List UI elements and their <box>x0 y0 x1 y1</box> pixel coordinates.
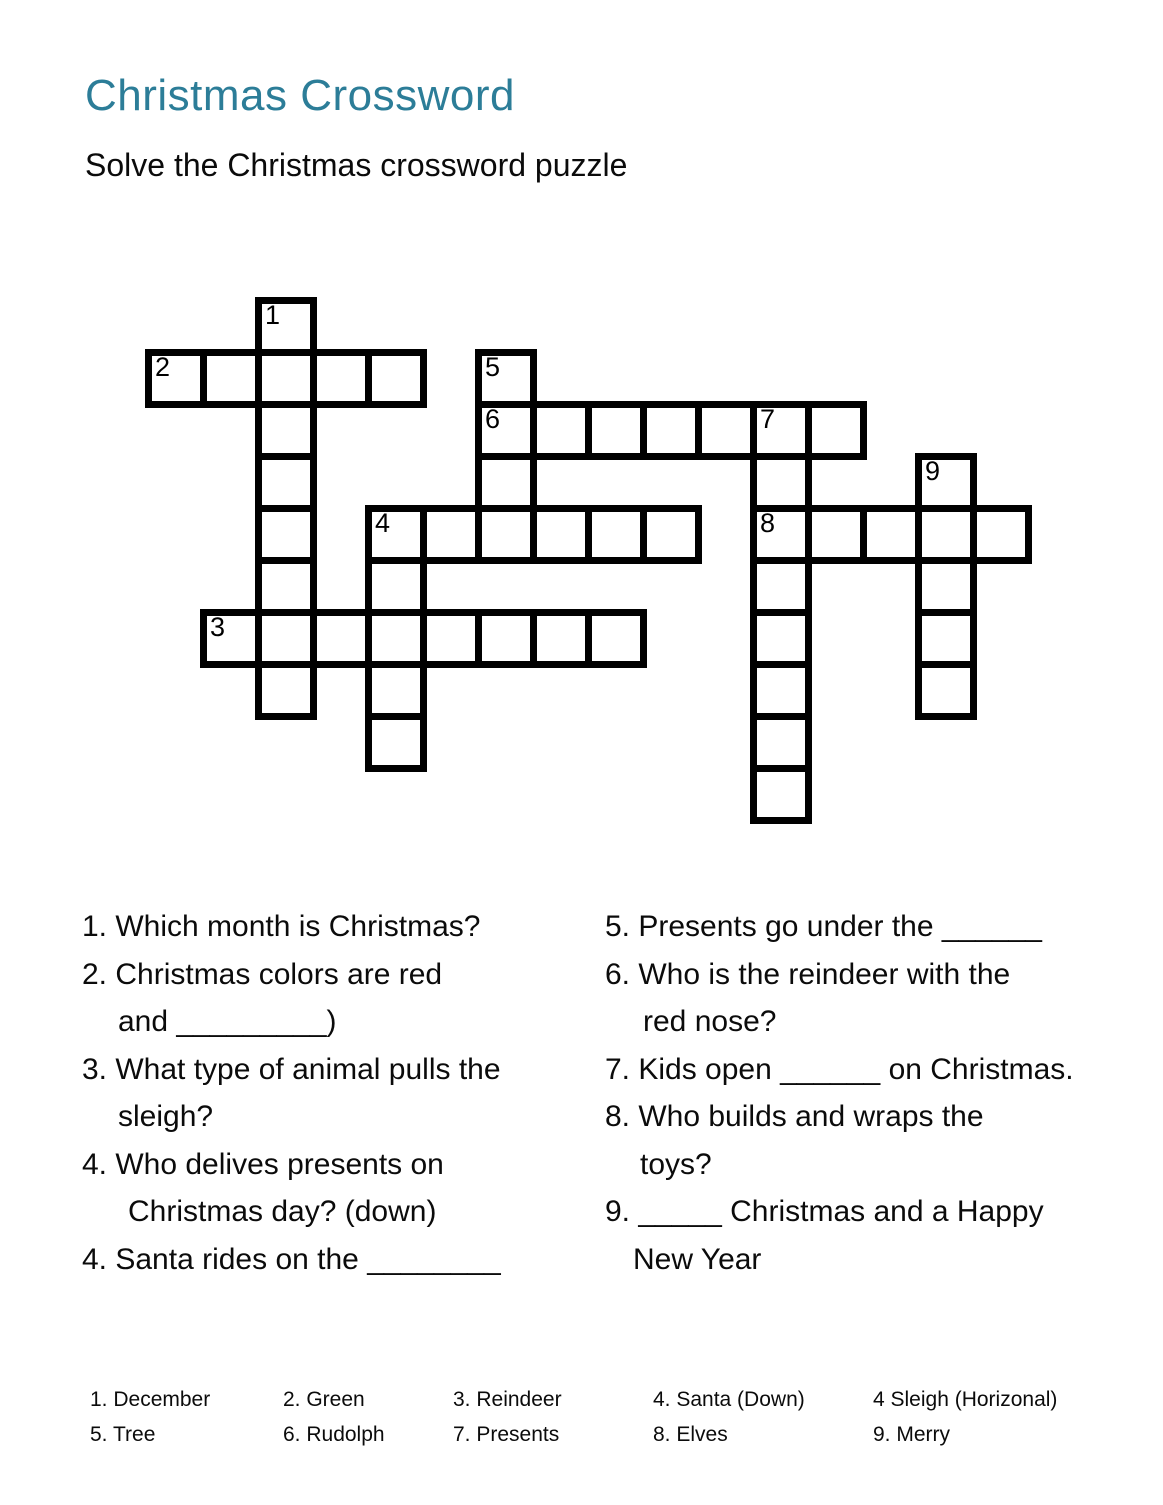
grid-cell[interactable] <box>365 557 427 616</box>
grid-cell[interactable] <box>255 401 317 460</box>
clue-line-right: red nose? <box>643 1005 777 1038</box>
grid-cell[interactable] <box>805 505 867 564</box>
grid-cell[interactable] <box>640 505 702 564</box>
answer-item: 4 Sleigh (Horizonal) <box>873 1388 1058 1411</box>
clue-line-right: 9. _____ Christmas and a Happy <box>605 1195 1044 1228</box>
answer-item: 1. December <box>90 1388 211 1411</box>
grid-cell[interactable] <box>475 609 537 668</box>
clue-number-6: 6 <box>485 404 501 434</box>
grid-cell[interactable] <box>310 609 372 668</box>
clue-number-5: 5 <box>485 352 501 382</box>
clue-number-8: 8 <box>760 508 776 538</box>
clue-line-left: and _________) <box>118 1005 337 1038</box>
page-title: Christmas Crossword <box>85 71 516 120</box>
grid-cell[interactable] <box>750 713 812 772</box>
answer-item: 2. Green <box>283 1388 365 1411</box>
clue-number-3: 3 <box>210 612 226 642</box>
grid-cell[interactable] <box>255 349 317 408</box>
answer-item: 9. Merry <box>873 1423 951 1446</box>
grid-cell[interactable] <box>475 505 537 564</box>
grid-cell[interactable] <box>860 505 922 564</box>
answer-item: 3. Reindeer <box>453 1388 562 1411</box>
clue-line-left: 3. What type of animal pulls the <box>82 1052 501 1086</box>
grid-cell[interactable] <box>915 557 977 616</box>
grid-cell[interactable] <box>255 609 317 668</box>
grid-cell[interactable] <box>915 609 977 668</box>
clue-line-left: sleigh? <box>118 1100 214 1133</box>
answer-item: 7. Presents <box>453 1423 560 1446</box>
clue-number-4: 4 <box>375 508 391 538</box>
clue-line-right: 6. Who is the reindeer with the <box>605 957 1011 991</box>
grid-cell[interactable] <box>695 401 757 460</box>
clue-line-right: 7. Kids open ______ on Christmas. <box>605 1052 1074 1086</box>
clue-number-9: 9 <box>925 456 941 486</box>
clue-line-left: 1. Which month is Christmas? <box>82 910 481 943</box>
grid-cell[interactable] <box>420 505 482 564</box>
answer-item: 6. Rudolph <box>283 1423 385 1446</box>
grid-cell[interactable] <box>255 661 317 720</box>
grid-cell[interactable] <box>365 349 427 408</box>
grid-cell[interactable] <box>750 609 812 668</box>
grid-cell[interactable] <box>255 453 317 512</box>
grid-cell[interactable] <box>750 661 812 720</box>
clue-line-left: 2. Christmas colors are red <box>82 957 443 991</box>
page-subtitle: Solve the Christmas crossword puzzle <box>85 147 628 183</box>
clue-number-1: 1 <box>265 300 281 330</box>
grid-cell[interactable] <box>200 349 262 408</box>
grid-cell[interactable] <box>585 401 647 460</box>
clue-number-7: 7 <box>760 404 776 434</box>
grid-cell[interactable] <box>585 609 647 668</box>
clue-line-right: New Year <box>633 1242 762 1276</box>
grid-cell[interactable] <box>310 349 372 408</box>
grid-cell[interactable] <box>530 505 592 564</box>
grid-cell[interactable] <box>530 609 592 668</box>
grid-cell[interactable] <box>475 453 537 512</box>
grid-cell[interactable] <box>255 557 317 616</box>
grid-cell[interactable] <box>530 401 592 460</box>
answer-item: 4. Santa (Down) <box>653 1388 805 1411</box>
grid-cell[interactable] <box>915 505 977 564</box>
grid-cell[interactable] <box>750 453 812 512</box>
grid-cell[interactable] <box>585 505 647 564</box>
clue-line-left: 4. Who delives presents on <box>82 1147 444 1181</box>
grid-cell[interactable] <box>365 661 427 720</box>
grid-cell[interactable] <box>805 401 867 460</box>
clue-line-right: 8. Who builds and wraps the <box>605 1100 984 1133</box>
grid-cell[interactable] <box>750 765 812 824</box>
grid-cell[interactable] <box>255 505 317 564</box>
clue-line-left: Christmas day? (down) <box>128 1195 437 1228</box>
clue-line-right: toys? <box>640 1147 712 1181</box>
grid-cell[interactable] <box>365 713 427 772</box>
answer-item: 8. Elves <box>653 1423 728 1446</box>
clue-number-2: 2 <box>155 352 171 382</box>
clue-line-right: 5. Presents go under the ______ <box>605 910 1042 943</box>
grid-cell[interactable] <box>640 401 702 460</box>
grid-cell[interactable] <box>915 661 977 720</box>
grid-cell[interactable] <box>750 557 812 616</box>
answer-item: 5. Tree <box>90 1423 156 1446</box>
grid-cell[interactable] <box>365 609 427 668</box>
grid-cell[interactable] <box>970 505 1032 564</box>
grid-cell[interactable] <box>420 609 482 668</box>
clue-line-left: 4. Santa rides on the ________ <box>82 1242 501 1276</box>
